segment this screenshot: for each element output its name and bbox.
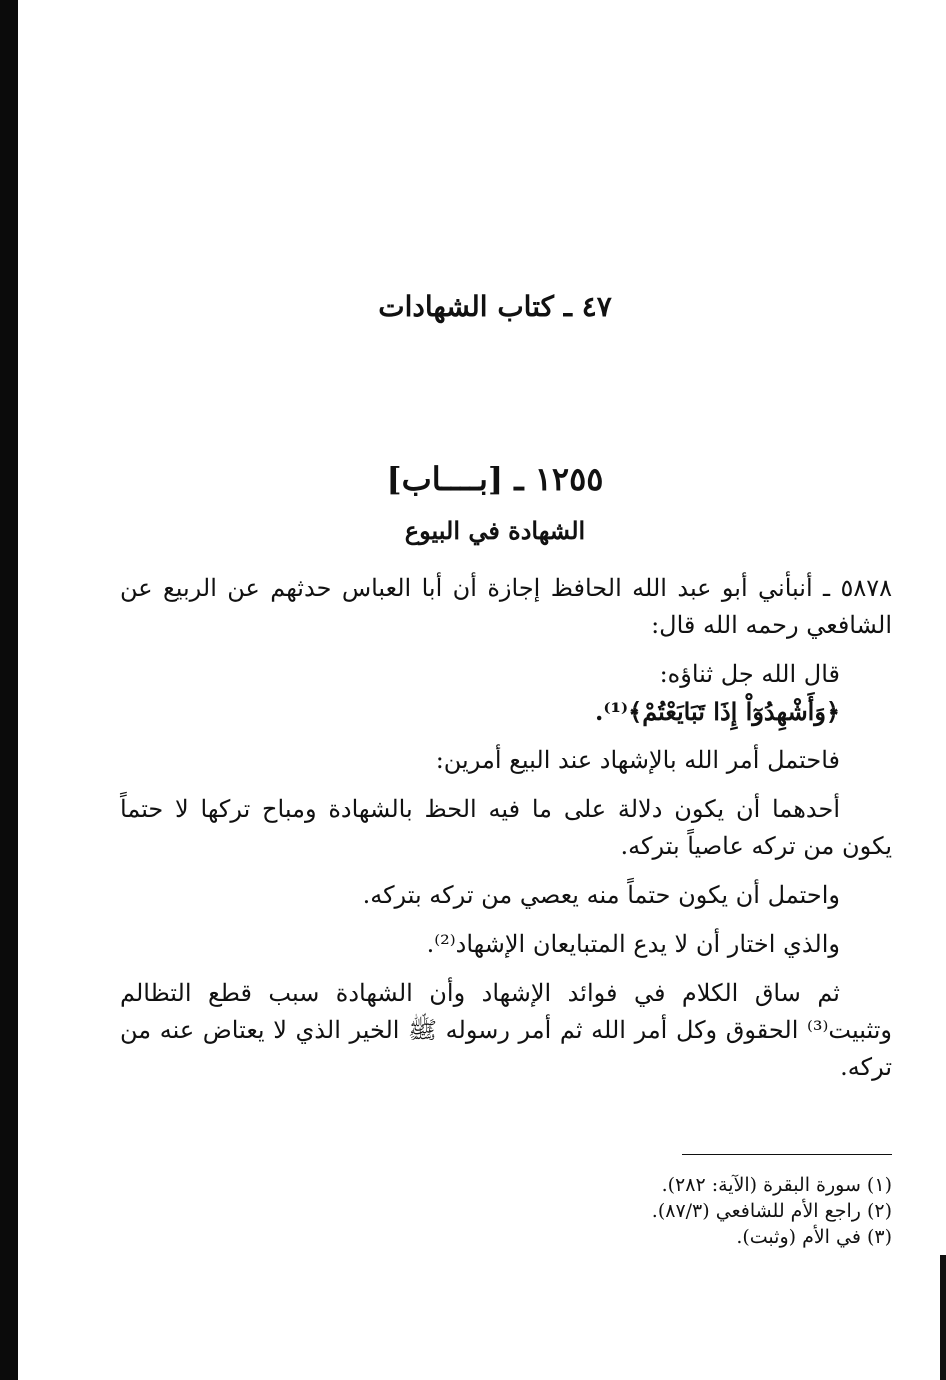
chapter-subtitle: الشهادة في البيوع [404, 516, 586, 545]
paragraph-two-meanings: فاحتمل أمر الله بالإشهاد عند البيع أمرين: [435, 746, 840, 774]
quran-verse: ﴿وَأَشْهِدُوٓاْ إِذَا تَبَايَعْتُمْ﴾⁽¹⁾. [594, 697, 840, 726]
paragraph-benefits: ثم ساق الكلام في فوائد الإشهاد وأن الشهادة سبب قطع التظالم وتثبيت⁽³⁾ الحقوق وكل أمر الله ثم أمر رسوله ﷺ الخير الذي لا يعتاض عنه من تركه. [120, 979, 892, 1081]
footnote-divider [682, 1154, 892, 1155]
chapter-title: ١٢٥٥ ـ [بــــاب] [386, 460, 604, 498]
footnotes [392, 1172, 892, 1250]
paragraph-quote-intro: قال الله جل ثناؤه: [659, 660, 840, 688]
main-text [120, 570, 892, 1098]
book-page [120, 0, 892, 1380]
scan-left-edge [0, 0, 18, 1380]
footnote-1: (١) سورة البقرة (الآية: ٢٨٢). [661, 1174, 892, 1196]
scan-right-edge [940, 1255, 946, 1380]
book-title: ٤٧ ـ كتاب الشهادات [378, 290, 612, 323]
paragraph-hadith: ٥٨٧٨ ـ أنبأني أبو عبد الله الحافظ إجازة أن أبا العباس حدثهم عن الربيع عن الشافعي رحمه الله قال: [120, 574, 892, 639]
paragraph-choice: والذي اختار أن لا يدع المتبايعان الإشهاد⁽²⁾. [426, 930, 840, 958]
footnote-2: (٢) راجع الأم للشافعي (٨٧/٣). [651, 1200, 892, 1222]
paragraph-second-meaning: واحتمل أن يكون حتماً منه يعصي من تركه بتركه. [362, 881, 840, 909]
footnote-3: (٣) في الأم (وثبت). [736, 1226, 892, 1248]
paragraph-first-meaning: أحدهما أن يكون دلالة على ما فيه الحظ بالشهادة ومباح تركها لا حتماً يكون من تركه عاصياً بتركه. [120, 795, 892, 860]
